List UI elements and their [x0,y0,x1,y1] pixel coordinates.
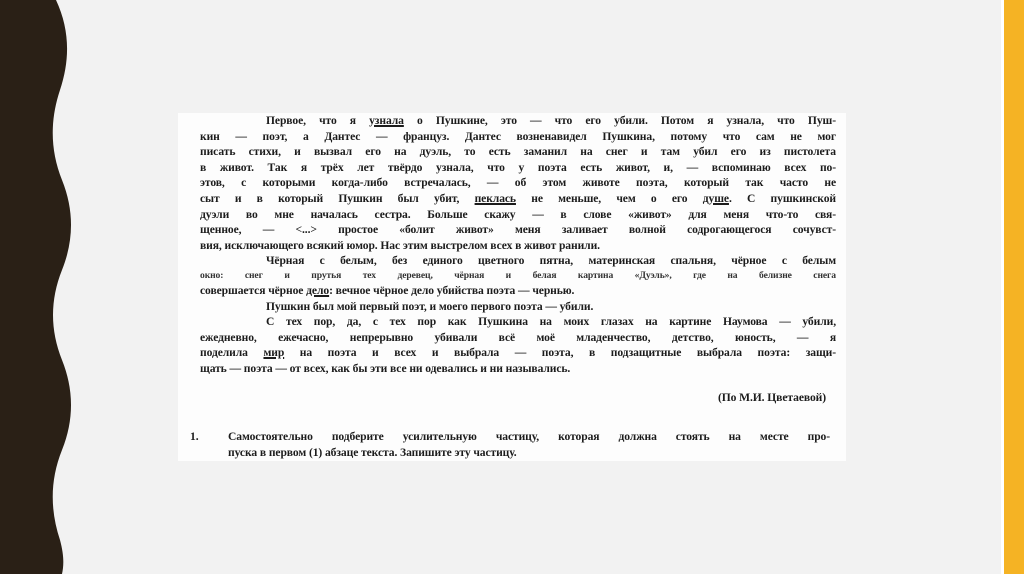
paragraph-3 [200,299,836,315]
text-line: Пушкин был мой первый поэт, и моего первого поэта — убили. [266,299,594,313]
accent-bar [1004,0,1024,574]
paragraph-1 [200,113,836,253]
author-attribution: (По М.И. Цветаевой) [717,391,826,404]
underlined-word: душе [702,191,729,205]
scanned-text-image [178,113,846,461]
text-line: в живот. Так я трёх лет твёрдо узнала, что у поэта есть живот, и, — вспоминаю всех по- [200,160,836,174]
text-line: щать — поэта — от всех, как бы эти все ни одевались и ни назывались. [200,361,571,375]
underlined-word: пеклась [474,191,516,205]
text-line: щенное, — <...> простое «болит живот» меня заливает волной содрогающегося сочувст- [200,223,836,237]
text-line: дуэли во мне началась сестра. Больше скажу — в слове «живот» для меня что-то свя- [200,207,836,221]
text-line: Самостоятельно подберите усилительную частицу, которая должна стоять на месте про- [228,430,830,443]
underlined-word: дело [306,283,330,297]
paragraph-4 [200,314,836,376]
paragraph-2 [200,253,836,298]
task-item [190,429,830,460]
text-line: пуска в первом (1) абзаце текста. Запишите эту частицу. [228,445,517,459]
text-line: окно: снег и прутья тех деревец, чёрная и белая картина «Дуэль», где на белизне снега [200,269,836,281]
text-line: кин — поэт, а Дантес — француз. Дантес возненавидел Пушкина, потому что сам не мог [200,129,836,143]
text-line: совершается чёрное дело: вечное чёрное дело убийства поэта — чернью. [200,283,575,297]
text-line: вия, исключающего всякий юмор. Нас этим выстрелом всех в живот ранили. [200,238,600,252]
text-line: этов, с которыми когда-либо встречалась, — об этом животе поэта, который так часто не [200,176,836,190]
text-line: поделила мир на поэта и всех и выбрала — поэта, в подзащитные выбрала поэта: защи- [200,346,836,360]
text-line: сыт и в который Пушкин был убит, пеклась не меньше, чем о его душе. С пушкинской [200,191,836,205]
text-line: С тех пор, да, с тех пор как Пушкина на моих глазах на картине Наумова — убили, [266,315,836,329]
text-line: Чёрная с белым, без единого цветного пятна, материнская спальня, чёрное с белым [266,254,836,268]
underlined-word: узнала [369,114,404,127]
text-line: ежедневно, ежечасно, непрерывно убивали всё моё младенчество, детство, юность, — я [200,330,836,344]
decorative-wave-border [0,0,80,574]
text-line: писать стихи, и вызвал его на дуэль, то есть заманил на снег и там убил его из пистолета [200,145,836,159]
underlined-word: мир [263,346,285,360]
task-text [228,429,830,460]
text-line: Первое, что я узнала о Пушкине, это — что его убили. Потом я узнала, что Пуш- [266,114,836,127]
task-number: 1. [190,430,199,443]
